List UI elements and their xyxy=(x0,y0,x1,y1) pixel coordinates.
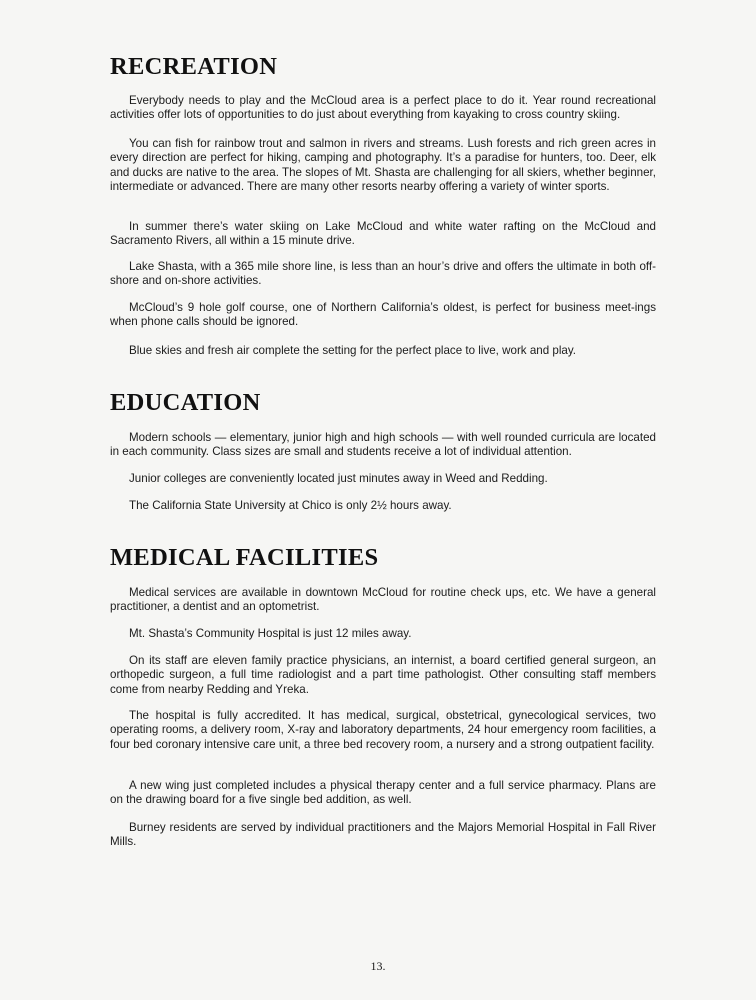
paragraph: A new wing just completed includes a physical therapy center and a full service pharmacy. Plans are on the drawing board for a five single bed addition, as well. xyxy=(110,779,656,807)
paragraph: McCloud’s 9 hole golf course, one of Northern California’s oldest, is perfect for business meet-ings when phone calls should be ignored. xyxy=(110,301,656,329)
paragraph: On its staff are eleven family practice physicians, an internist, a board certified general surgeon, an orthopedic surgeon, a full time radiologist and a part time pathologist. Other consulting staff members come from nearby Redding and Yreka. xyxy=(110,654,656,696)
paragraph: Modern schools — elementary, junior high and high schools — with well rounded curricula are located in each community. Class sizes are small and students receive a lot of individual attention. xyxy=(110,431,656,459)
heading-recreation: RECREATION xyxy=(110,53,278,80)
paragraph: Burney residents are served by individual practitioners and the Majors Memorial Hospital in Fall River Mills. xyxy=(110,821,656,849)
paragraph: Mt. Shasta’s Community Hospital is just 12 miles away. xyxy=(129,627,412,640)
paragraph: Everybody needs to play and the McCloud area is a perfect place to do it. Year round recreational activities offer lots of opportunities to do just about everything from kayaking to cross country skiing. xyxy=(110,94,656,122)
heading-medical-facilities: MEDICAL FACILITIES xyxy=(110,544,379,571)
paragraph: You can fish for rainbow trout and salmon in rivers and streams. Lush forests and rich green acres in every direction are perfect for hiking, camping and photography. It’s a paradise for hunters, too. Deer, elk and ducks are native to the area. The slopes of Mt. Shasta are challenging for all skiers, whether beginner, intermediate or advanced. There are many other resorts nearby offering a variety of winter sports. xyxy=(110,137,656,194)
paragraph: The California State University at Chico is only 2½ hours away. xyxy=(129,499,452,512)
paragraph: Medical services are available in downtown McCloud for routine check ups, etc. We have a general practitioner, a dentist and an optometrist. xyxy=(110,586,656,614)
paragraph: Blue skies and fresh air complete the setting for the perfect place to live, work and play. xyxy=(129,344,577,357)
page-number: 13. xyxy=(370,959,386,973)
paragraph: The hospital is fully accredited. It has medical, surgical, obstetrical, gynecological services, two operating rooms, a delivery room, X-ray and laboratory departments, 24 hour emergency room facilities, a four bed coronary intensive care unit, a three bed recovery room, a nursery and a strong outpatient facility. xyxy=(110,709,656,751)
paragraph: Junior colleges are conveniently located just minutes away in Weed and Redding. xyxy=(129,472,548,485)
heading-education: EDUCATION xyxy=(110,389,261,416)
paragraph: In summer there’s water skiing on Lake McCloud and white water rafting on the McCloud and Sacramento Rivers, all within a 15 minute drive. xyxy=(110,220,656,248)
paragraph: Lake Shasta, with a 365 mile shore line, is less than an hour’s drive and offers the ultimate in both off-shore and on-shore activities. xyxy=(110,260,656,288)
